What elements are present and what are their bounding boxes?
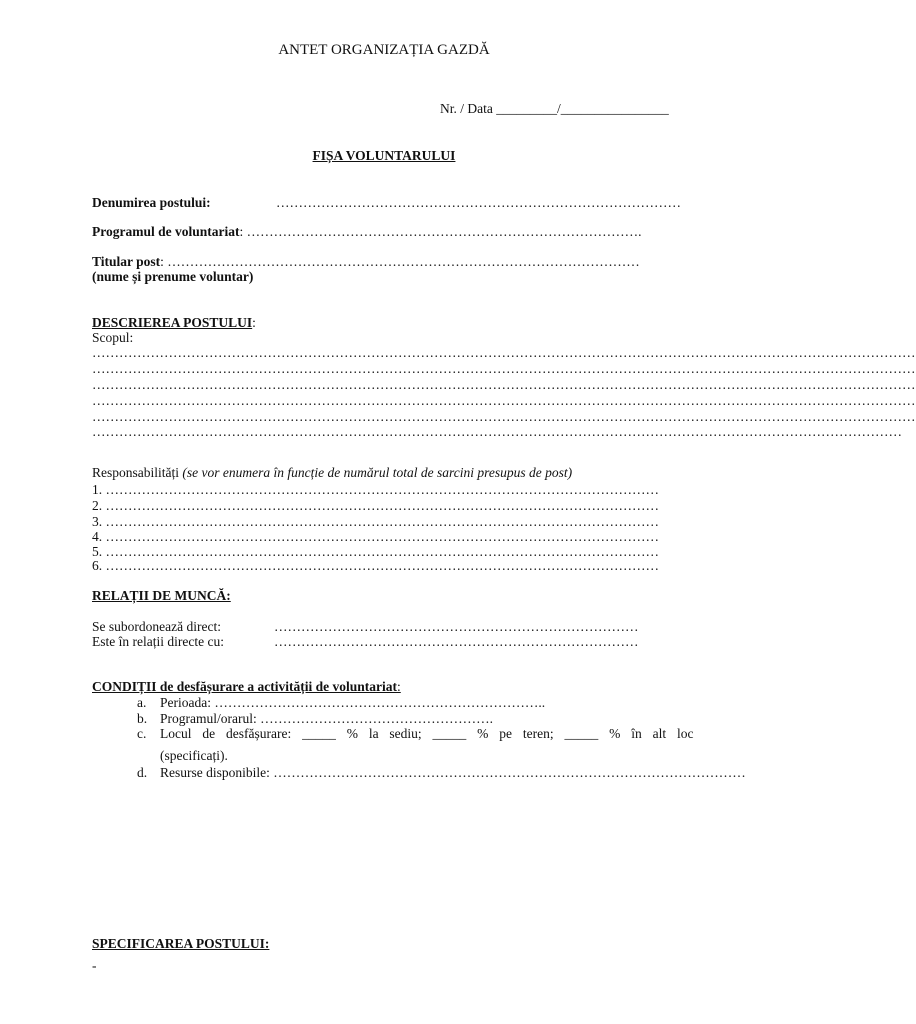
holder-note: (nume și prenume voluntar): [92, 269, 254, 284]
condition-location-field[interactable]: Locul de desfășurare: _____ % la sediu; _____ % pe teren; _____ % în alt loc: [160, 726, 694, 741]
specification-heading: SPECIFICAREA POSTULUI:: [92, 936, 270, 951]
organization-header: ANTET ORGANIZAȚIA GAZDĂ: [278, 42, 490, 58]
direct-relations-label: Este în relații directe cu:: [92, 634, 224, 649]
responsibility-item-4[interactable]: 4. ……………………………………………………………………………………………………………: [92, 529, 659, 544]
condition-resources-field[interactable]: Resurse disponibile: ……………………………………………………………………………………………: [160, 765, 746, 780]
description-heading-colon: :: [252, 315, 256, 330]
purpose-line-2[interactable]: …………………………………………………………………………………………………………………………………………………………………: [92, 361, 916, 376]
responsibility-item-3[interactable]: 3. ……………………………………………………………………………………………………………: [92, 514, 659, 529]
responsibility-item-5[interactable]: 5. ……………………………………………………………………………………………………………: [92, 544, 659, 559]
holder-field[interactable]: : ……………………………………………………………………………………………: [160, 254, 640, 269]
subordinate-field[interactable]: ………………………………………………………………………: [274, 619, 639, 634]
holder-row: [92, 254, 640, 270]
purpose-line-3[interactable]: …………………………………………………………………………………………………………………………………………………………………: [92, 377, 916, 392]
conditions-heading-row: [92, 679, 401, 695]
number-date-field[interactable]: Nr. / Data _________/________________: [440, 101, 669, 116]
purpose-line-4[interactable]: …………………………………………………………………………………………………………………………………………………………………: [92, 393, 916, 408]
program-label: Programul de voluntariat: [92, 224, 240, 239]
position-name-field[interactable]: ………………………………………………………………………………: [276, 195, 681, 210]
condition-schedule-field[interactable]: Programul/orarul: …………………………………………….: [160, 711, 493, 726]
subordinate-label: Se subordonează direct:: [92, 619, 221, 634]
responsibility-item-1[interactable]: 1. ……………………………………………………………………………………………………………: [92, 482, 659, 497]
direct-relations-field[interactable]: ………………………………………………………………………: [274, 634, 639, 649]
specification-bullet: -: [92, 958, 97, 973]
responsibility-item-6[interactable]: 6. ……………………………………………………………………………………………………………: [92, 558, 659, 573]
work-relations-heading: RELAȚII DE MUNCĂ:: [92, 588, 231, 603]
condition-period-field[interactable]: Perioada: ………………………………………………………………..: [160, 695, 546, 710]
description-heading: DESCRIEREA POSTULUI: [92, 315, 253, 330]
conditions-heading: CONDIȚII de desfășurare a activității de voluntariat: [92, 679, 397, 694]
purpose-line-6[interactable]: ………………………………………………………………………………………………………………………………………………………………: [92, 424, 902, 439]
responsibilities-row: [92, 465, 572, 481]
program-field[interactable]: : …………………………………………………………………………….: [239, 224, 642, 239]
program-row: [92, 224, 642, 240]
conditions-heading-colon: :: [397, 679, 401, 694]
condition-marker-a: a.: [137, 695, 147, 710]
purpose-line-5[interactable]: …………………………………………………………………………………………………………………………………………………………………: [92, 409, 916, 424]
condition-marker-d: d.: [137, 765, 148, 780]
document-title: FIȘA VOLUNTARULUI: [312, 148, 456, 163]
description-heading-row: [92, 315, 256, 331]
condition-marker-b: b.: [137, 711, 148, 726]
condition-marker-c: c.: [137, 726, 147, 741]
responsibilities-label: Responsabilități: [92, 465, 179, 480]
position-name-label: Denumirea postului:: [92, 195, 211, 210]
condition-location-specify: (specificați).: [160, 748, 228, 763]
responsibility-item-2[interactable]: 2. ……………………………………………………………………………………………………………: [92, 498, 659, 513]
purpose-line-1[interactable]: …………………………………………………………………………………………………………………………………………………………………: [92, 345, 916, 360]
purpose-label: Scopul:: [92, 330, 134, 345]
responsibilities-note: (se vor enumera în funcție de numărul total de sarcini presupus de post): [182, 465, 573, 480]
holder-label: Titular post: [92, 254, 161, 269]
